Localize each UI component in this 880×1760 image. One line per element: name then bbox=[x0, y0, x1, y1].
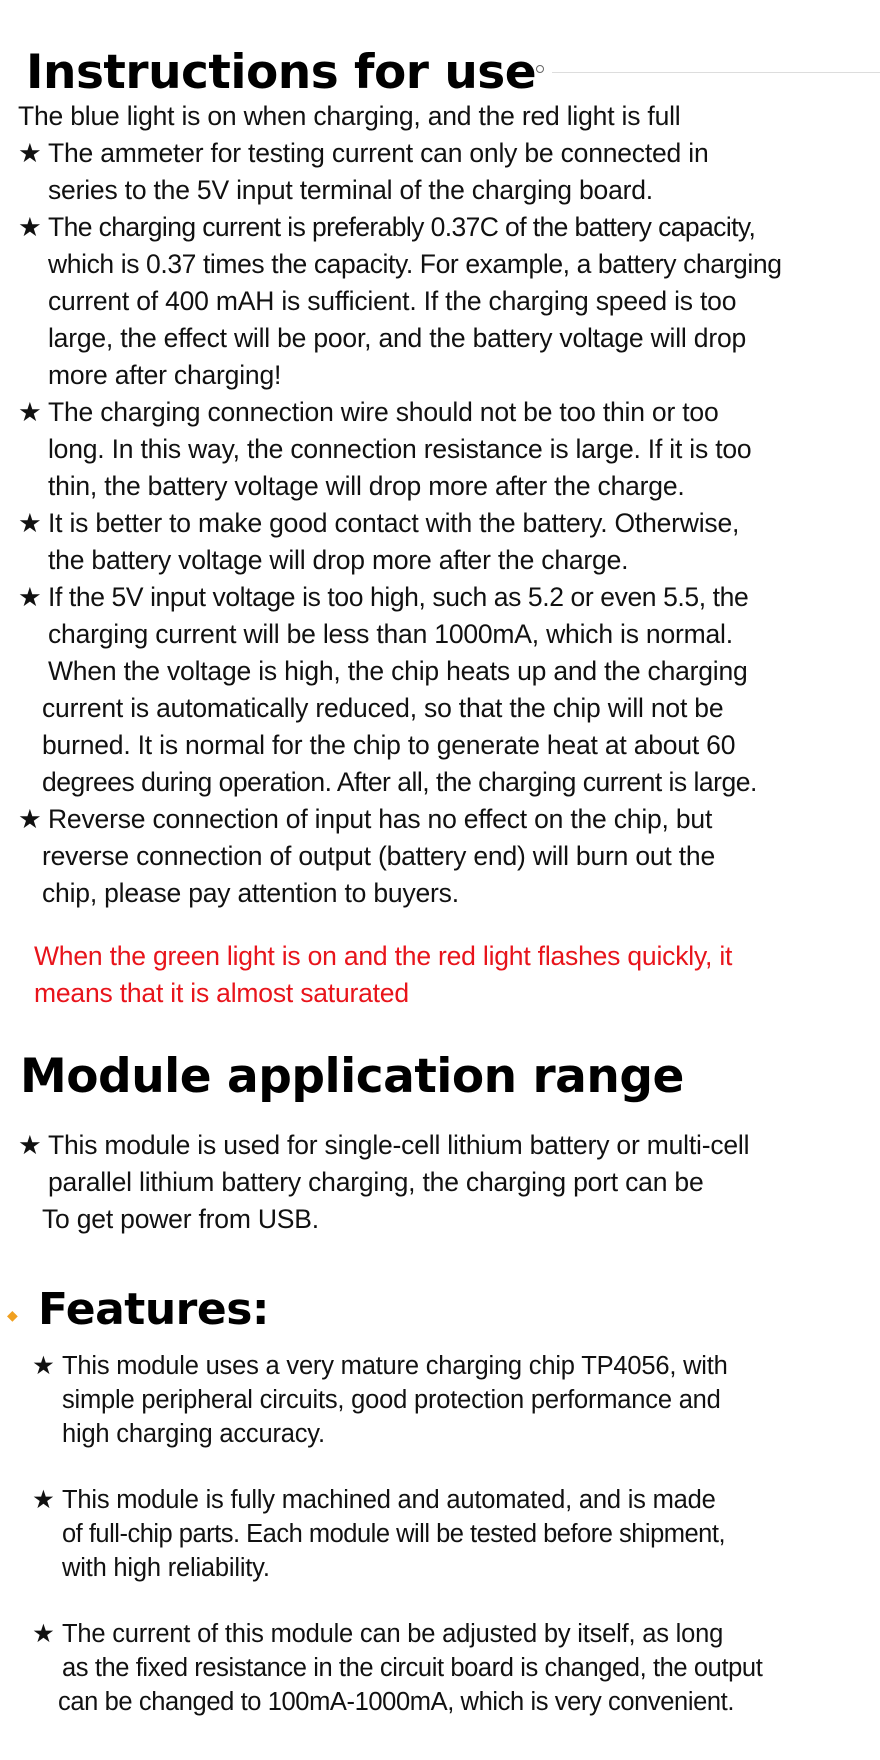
instruction-line bbox=[18, 616, 733, 653]
feature-line bbox=[32, 1617, 723, 1651]
feature-line bbox=[32, 1517, 725, 1551]
star-bullet-icon: ★ bbox=[32, 1352, 55, 1380]
line-text: The charging connection wire should not be too thin or too bbox=[48, 397, 719, 427]
instruction-line bbox=[18, 172, 653, 209]
line-text: When the voltage is high, the chip heats up and the charging bbox=[48, 656, 748, 686]
line-text: If the 5V input voltage is too high, such as 5.2 or even 5.5, the bbox=[48, 582, 749, 612]
warning-line: means that it is almost saturated bbox=[34, 978, 409, 1008]
star-bullet-icon: ★ bbox=[18, 212, 42, 242]
feature-line bbox=[32, 1417, 325, 1451]
line-text: burned. It is normal for the chip to generate heat at about 60 bbox=[42, 730, 736, 760]
line-text: can be changed to 100mA-1000mA, which is very convenient. bbox=[58, 1688, 735, 1716]
instructions-heading: Instructions for use bbox=[26, 45, 537, 100]
line-text: The current of this module can be adjusted by itself, as long bbox=[62, 1620, 724, 1648]
line-text: The ammeter for testing current can only be connected in bbox=[48, 138, 709, 168]
line-text: long. In this way, the connection resistance is large. If it is too bbox=[48, 434, 752, 464]
star-bullet-icon: ★ bbox=[18, 397, 42, 427]
instruction-line bbox=[18, 431, 751, 468]
heading-ornament-circle-icon bbox=[536, 65, 544, 73]
application-line bbox=[18, 1164, 704, 1201]
features-heading: Features: bbox=[38, 1284, 269, 1335]
line-text: It is better to make good contact with the battery. Otherwise, bbox=[48, 508, 740, 538]
line-text: This module is fully machined and automated, and is made bbox=[62, 1486, 716, 1514]
feature-line bbox=[32, 1685, 734, 1719]
line-text: current is automatically reduced, so that the chip will not be bbox=[42, 693, 724, 723]
instruction-line bbox=[18, 505, 739, 542]
star-bullet-icon: ★ bbox=[32, 1620, 55, 1648]
line-text: the battery voltage will drop more after the charge. bbox=[48, 545, 629, 575]
instruction-line bbox=[18, 209, 755, 246]
line-text: high charging accuracy. bbox=[62, 1420, 325, 1448]
line-text: more after charging! bbox=[48, 360, 282, 390]
feature-line bbox=[32, 1651, 762, 1685]
instruction-line bbox=[18, 320, 746, 357]
feature-line bbox=[32, 1383, 721, 1417]
instruction-line bbox=[18, 98, 681, 135]
line-text: current of 400 mAH is sufficient. If the charging speed is too bbox=[48, 286, 737, 316]
star-bullet-icon: ★ bbox=[18, 582, 42, 612]
line-text: Reverse connection of input has no effect on the chip, but bbox=[48, 804, 713, 834]
star-bullet-icon: ★ bbox=[32, 1486, 55, 1514]
instruction-line bbox=[18, 283, 736, 320]
instruction-line bbox=[18, 246, 782, 283]
instruction-line bbox=[18, 542, 628, 579]
star-bullet-icon: ★ bbox=[18, 508, 42, 538]
instruction-line bbox=[18, 653, 748, 690]
instruction-line bbox=[18, 135, 709, 172]
feature-line bbox=[32, 1551, 270, 1585]
instruction-line bbox=[18, 764, 757, 801]
line-text: degrees during operation. After all, the charging current is large. bbox=[42, 767, 757, 797]
line-text: large, the effect will be poor, and the battery voltage will drop bbox=[48, 323, 747, 353]
line-text: with high reliability. bbox=[62, 1554, 270, 1582]
instruction-line bbox=[18, 357, 281, 394]
line-text: The charging current is preferably 0.37C of the battery capacity, bbox=[48, 212, 756, 242]
line-text: charging current will be less than 1000mA, which is normal. bbox=[48, 619, 733, 649]
star-bullet-icon: ★ bbox=[18, 804, 42, 834]
instruction-line bbox=[18, 838, 715, 875]
heading-divider bbox=[552, 72, 880, 73]
feature-line bbox=[32, 1483, 716, 1517]
instruction-line bbox=[18, 690, 723, 727]
instruction-line bbox=[18, 727, 735, 764]
instruction-line bbox=[18, 468, 685, 505]
instruction-line bbox=[18, 394, 718, 431]
line-text: reverse connection of output (battery end) will burn out the bbox=[42, 841, 715, 871]
line-text: as the fixed resistance in the circuit board is changed, the output bbox=[62, 1654, 763, 1682]
line-text: which is 0.37 times the capacity. For example, a battery charging bbox=[48, 249, 782, 279]
line-text: of full-chip parts. Each module will be tested before shipment, bbox=[62, 1520, 726, 1548]
line-text: chip, please pay attention to buyers. bbox=[42, 878, 459, 908]
instruction-line bbox=[18, 801, 712, 838]
star-bullet-icon: ★ bbox=[18, 1130, 42, 1160]
line-text: To get power from USB. bbox=[42, 1204, 319, 1234]
application-range-heading: Module application range bbox=[20, 1049, 684, 1104]
warning-line: When the green light is on and the red light flashes quickly, it bbox=[34, 941, 733, 971]
application-line bbox=[18, 1127, 749, 1164]
star-bullet-icon: ★ bbox=[18, 138, 42, 168]
line-text: parallel lithium battery charging, the charging port can be bbox=[48, 1167, 704, 1197]
instruction-line bbox=[18, 875, 459, 912]
line-text: simple peripheral circuits, good protection performance and bbox=[62, 1386, 721, 1414]
line-text: series to the 5V input terminal of the charging board. bbox=[48, 175, 653, 205]
line-text: thin, the battery voltage will drop more after the charge. bbox=[48, 471, 685, 501]
diamond-bullet-icon: ◆ bbox=[7, 1307, 18, 1323]
line-text: The blue light is on when charging, and the red light is full bbox=[18, 101, 681, 131]
feature-line bbox=[32, 1349, 728, 1383]
line-text: This module is used for single-cell lithium battery or multi-cell bbox=[48, 1130, 750, 1160]
line-text: This module uses a very mature charging chip TP4056, with bbox=[62, 1352, 728, 1380]
application-line bbox=[18, 1201, 319, 1238]
instruction-line bbox=[18, 579, 748, 616]
